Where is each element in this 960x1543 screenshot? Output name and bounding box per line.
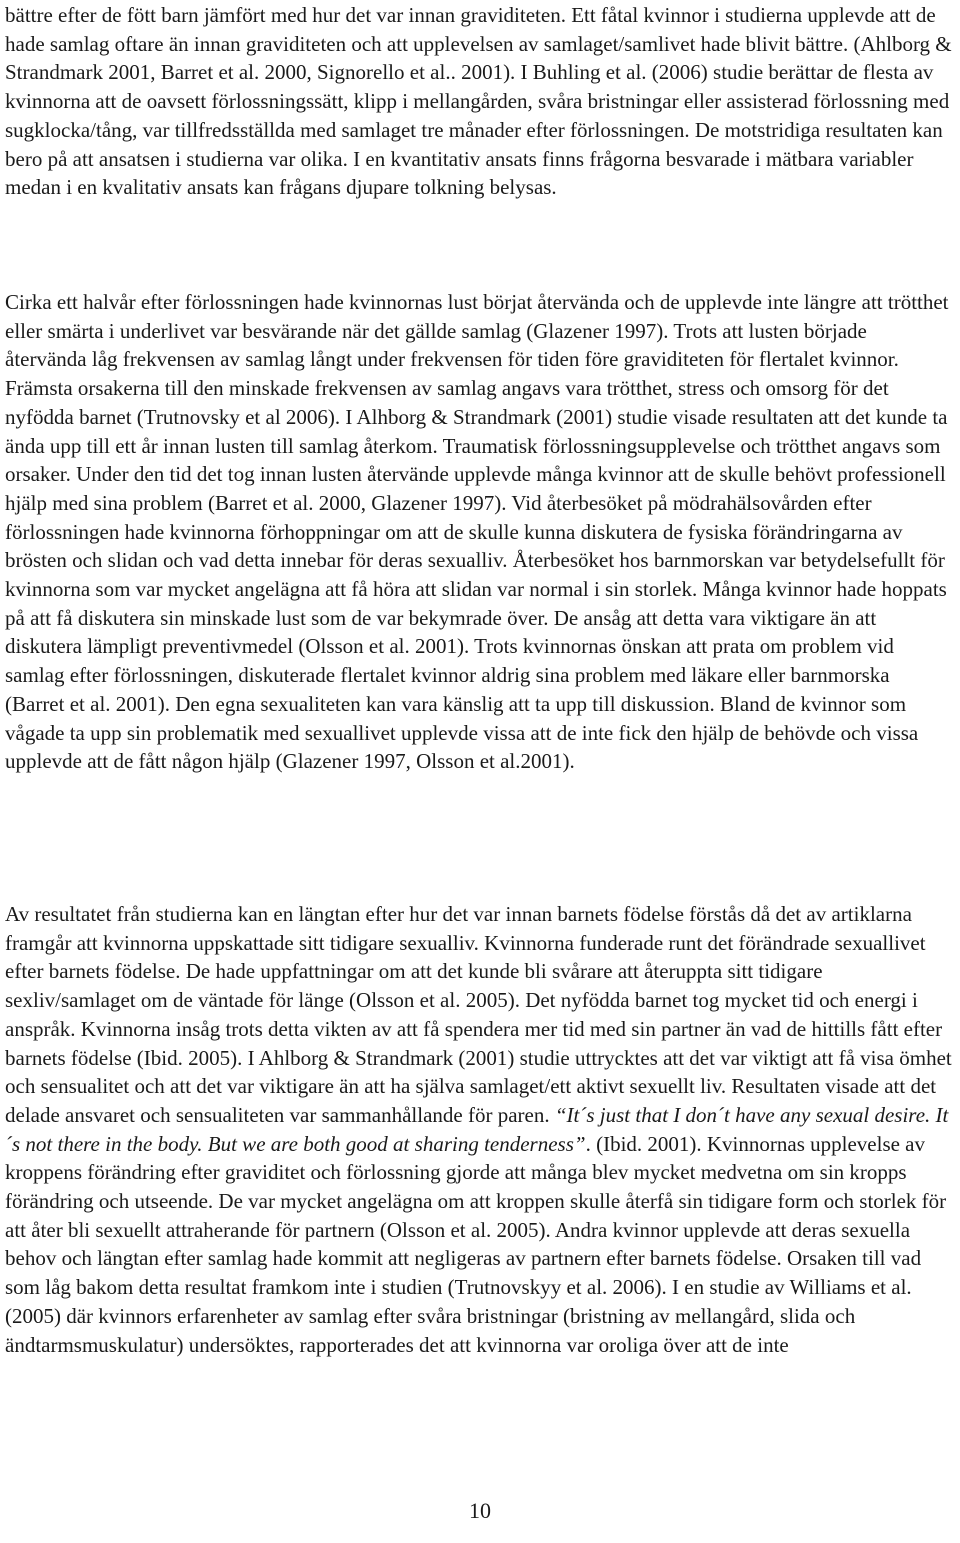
- page-number: 10: [469, 1498, 491, 1523]
- paragraph-3-text-after-quote: . (Ibid. 2001). Kvinnornas upplevelse av kroppens förändring efter graviditet och förlossning gjorde att många blev mycket medvetna om sin kropps förändring och utseende. De var mycket angelägna om att kroppen skulle återfå sin tidigare form och storlek för att åter bli sexuellt attraherande för partnern (Olsson et al. 2005). Andra kvinnor upplevde att deras sexuella behov och längtan efter samlag hade kommit att negligeras av partnern efter barnets födelse. Orsaken till vad som låg bakom detta resultat framkom inte i studien (Trutnovskyy et al. 2006). I en studie av Williams et al. (2005) där kvinnors erfarenheter av samlag efter svåra bristningar (bristning av mellangård, slida och ändtarmsmuskulatur) undersöktes, rapporterades det att kvinnorna var oroliga över att de inte: [5, 1131, 947, 1357]
- paragraph-2: Cirka ett halvår efter förlossningen hade kvinnornas lust börjat återvända och de upplevde inte längre att trötthet eller smärta i underlivet var besvärande när det gällde samlag (Glazener 1997). Trots att lusten började återvända låg frekvensen av samlag långt under frekvensen för tiden före graviditeten för flertalet kvinnor. Främsta orsakerna till den minskade frekvensen av samlag angavs vara trötthet, stress och omsorg för det nyfödda barnet (Trutnovsky et al 2006). I Alhborg & Strandmark (2001) studie visade resultaten att det kunde ta ända upp till ett år innan lusten till samlag återkom. Traumatisk förlossningsupplevelse och trötthet angavs som orsaker. Under den tid det tog innan lusten återvände upplevde många kvinnor att de skulle behövt professionell hjälp med sina problem (Barret et al. 2000, Glazener 1997). Vid återbesöket på mödrahälsovården efter förlossningen hade kvinnorna förhoppningar om att de skulle kunna diskutera de fysiska förändringarna av brösten och slidan och vad detta innebar för deras sexualliv. Återbesöket hos barnmorskan var betydelsefullt för kvinnorna som var mycket angelägna att få höra att slidan var normal i sin storlek. Många kvinnor hade hoppats på att få diskutera sin minskade lust som de var bekymrade över. De ansåg att detta vara viktigare än att diskutera lämpligt preventivmedel (Olsson et al. 2001). Trots kvinnornas önskan att prata om problem vid samlag efter förlossningen, diskuterade flertalet kvinnor aldrig sina problem med läkare eller barnmorska (Barret et al. 2001). Den egna sexualiteten kan vara känslig att ta upp till diskussion. Bland de kvinnor som vågade ta upp sin problematik med sexuallivet upplevde vissa att de inte fick den hjälp de behövde och vissa upplevde att de fått någon hjälp (Glazener 1997, Olsson et al.2001).: [5, 290, 949, 774]
- paragraph-1: bättre efter de fött barn jämfört med hur det var innan graviditeten. Ett fåtal kvinnor i studierna upplevde att de hade samlag oftare än innan graviditeten och att upplevelsen av samlaget/samlivet hade blivit bättre. (Ahlborg & Strandmark 2001, Barret et al. 2000, Signorello et al.. 2001). I Buhling et al. (2006) studie berättar de flesta av kvinnorna att de oavsett förlossningssätt, klipp i mellangården, svåra bristningar eller assisterad förlossning med sugklocka/tång, var tillfredsställda med samlaget tre månader efter förlossningen. De motstridiga resultaten kan bero på att ansatsen i studierna var olika. I en kvantitativ ansats finns frågorna besvarade i mätbara variabler medan i en kvalitativ ansats kan frågans djupare tolkning belysas.: [5, 3, 952, 200]
- paragraph-3-quote: “It´s just that I don´t have any sexual desire. It´s not there in the body. But we are both good at sharing tenderness”: [5, 1102, 949, 1156]
- paragraph-3: [5, 900, 953, 1359]
- paragraph-3-text-before-quote: Av resultatet från studierna kan en längtan efter hur det var innan barnets födelse förstås då det av artiklarna framgår att kvinnorna uppskattade sitt tidigare sexualliv. Kvinnorna funderade runt det förändrade sexuallivet efter barnets födelse. De hade uppfattningar om att det kunde bli svårare att återuppta sitt tidigare sexliv/samlaget om de väntade för länge (Olsson et al. 2005). Det nyfödda barnet tog mycket tid och energi i anspråk. Kvinnorna insåg trots detta vikten av att få spendera mer tid med sin partner än vad de hittills fått efter barnets födelse (Ibid. 2005). I Ahlborg & Strandmark (2001) studie uttrycktes att det var viktigt att få visa ömhet och sensualitet och att det var viktigare än att ha själva samlaget/ett aktivt sexuellt liv. Resultaten visade att det delade ansvaret och sensualiteten var sammanhållande för paren.: [5, 902, 952, 1127]
